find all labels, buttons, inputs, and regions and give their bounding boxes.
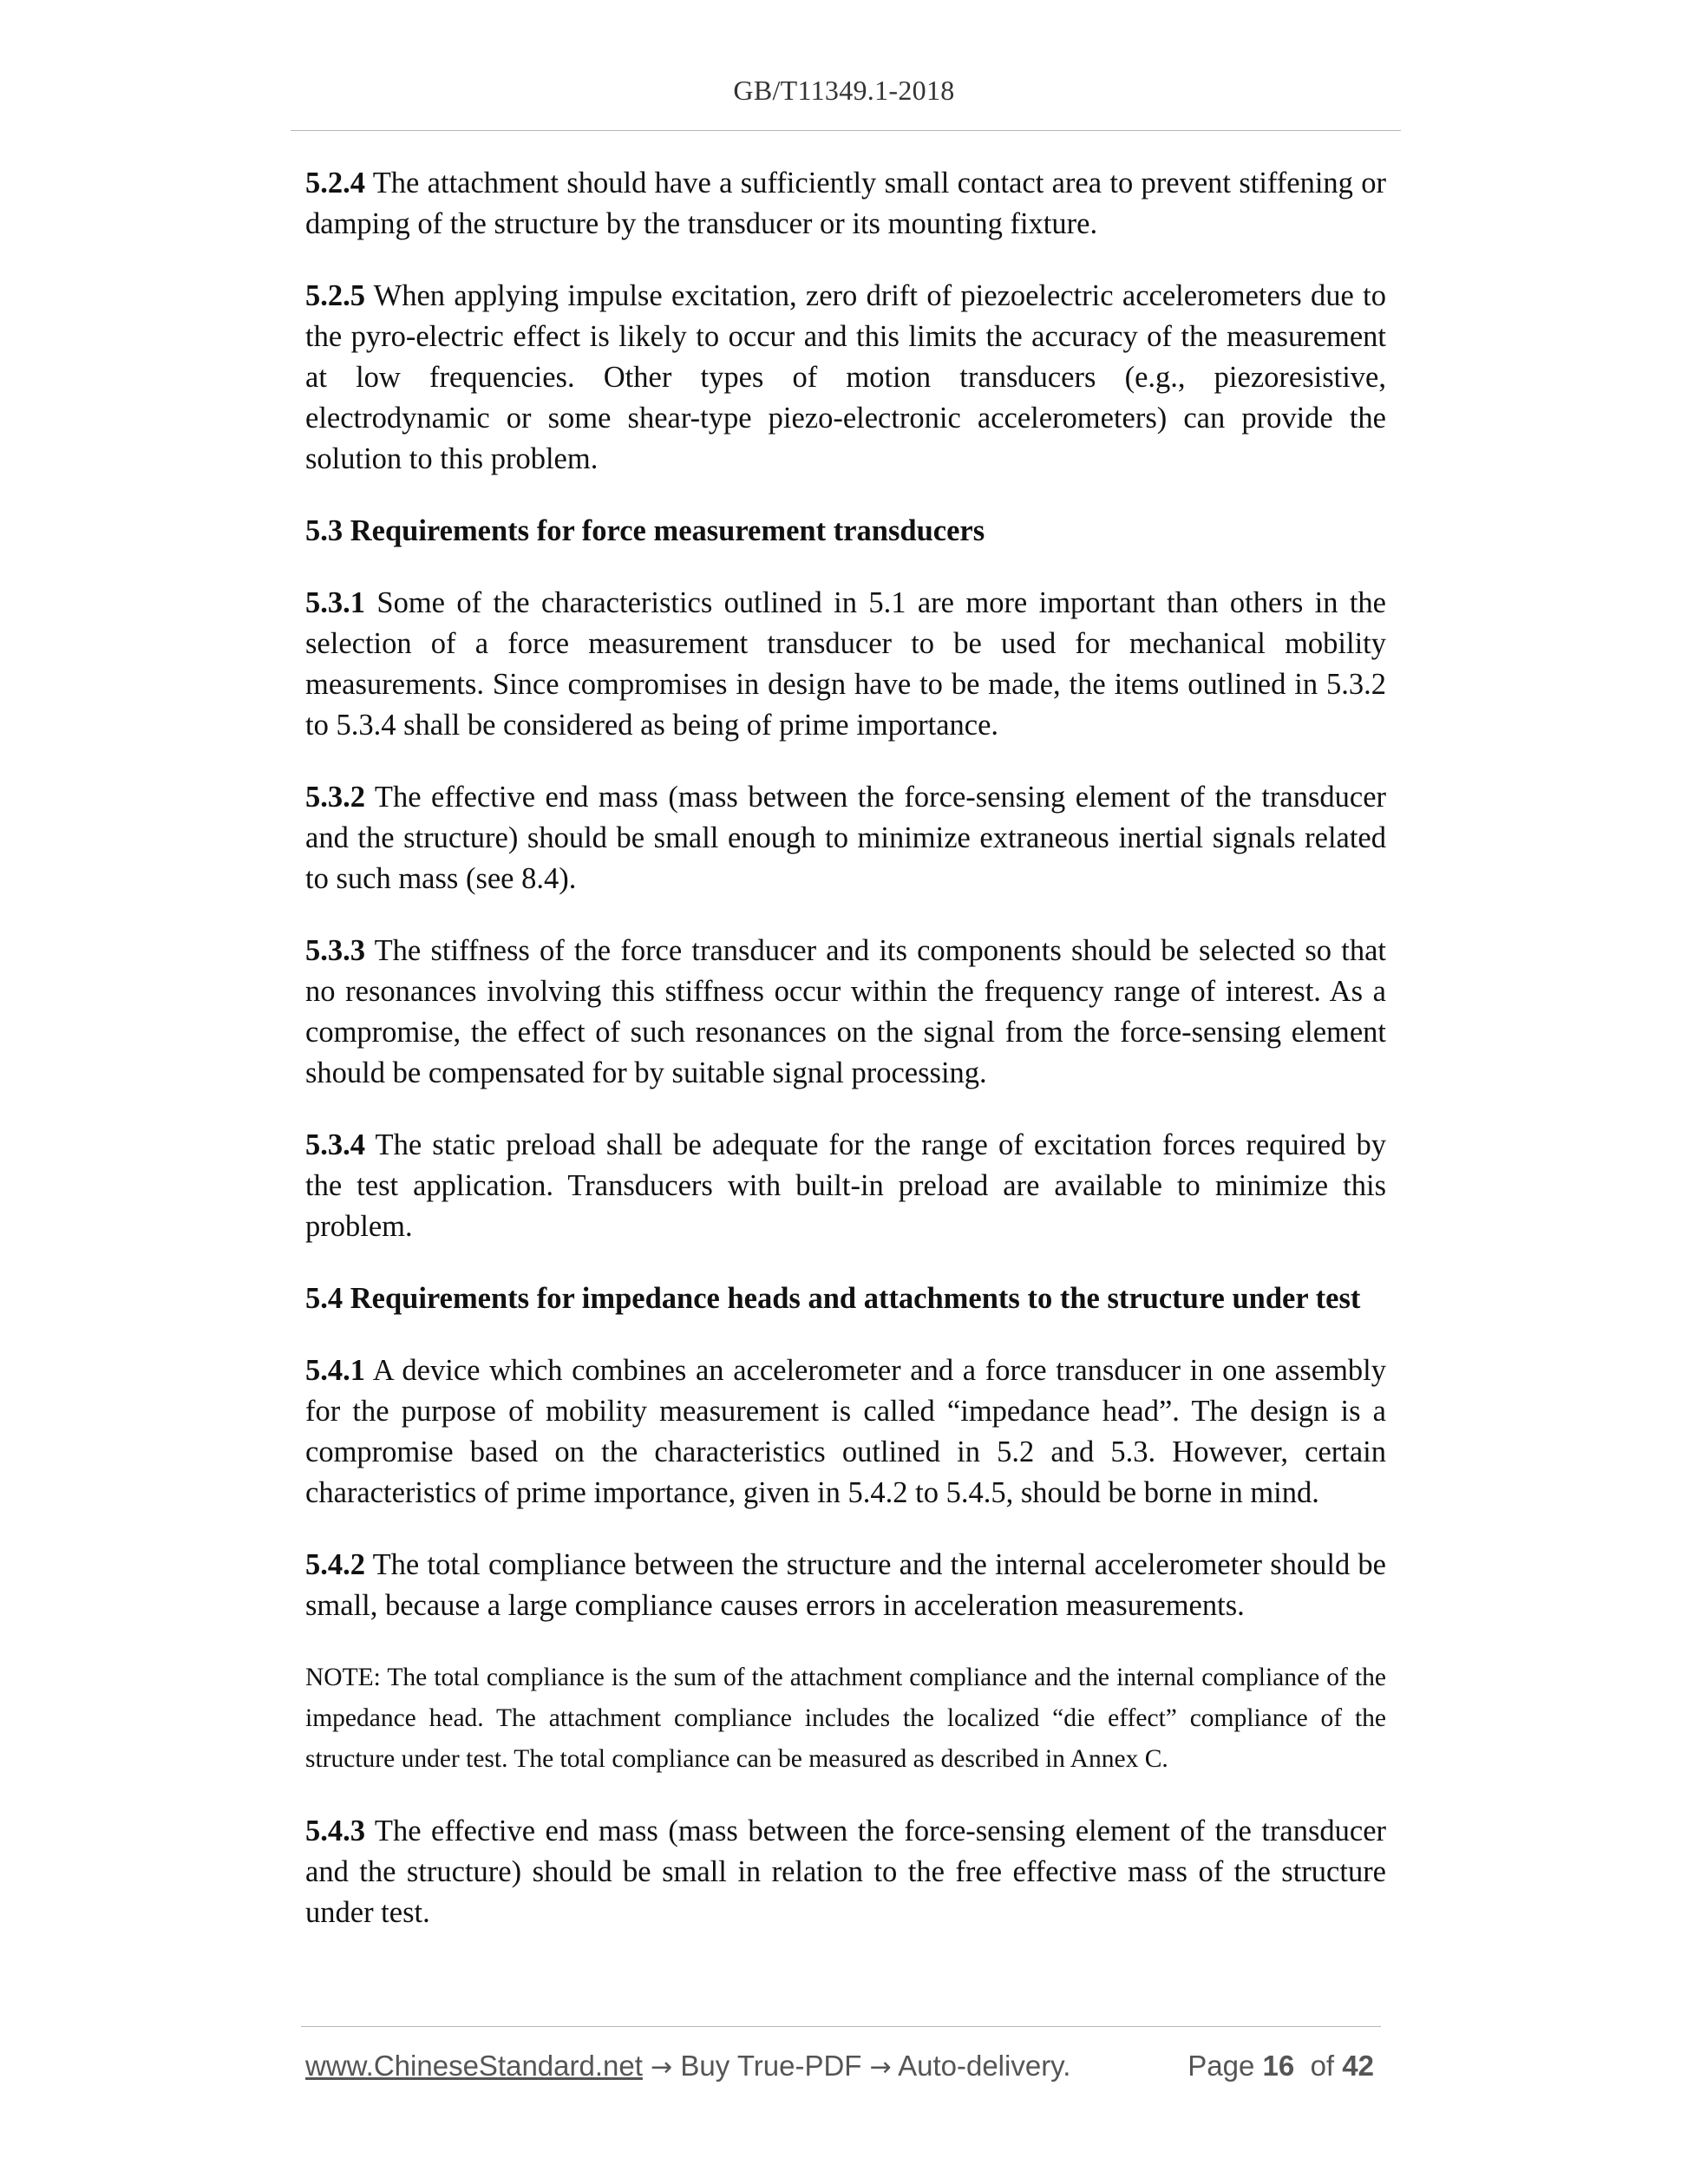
section-heading-5-4: 5.4 Requirements for impedance heads and attachments to the structure under test <box>305 1282 1361 1315</box>
clause-text: Some of the characteristics outlined in 5.1 are more important than others in the selection of a force measurement transducer to be used for mechanical mobility measurements. Since compromises in design have to be made, the items outlined in 5.3.2 to 5.3.4 shall be considered as being of prime importance. <box>305 586 1386 742</box>
clause-5-3-3 <box>305 931 1386 1094</box>
clause-text: The attachment should have a sufficiently small contact area to prevent stiffening or damping of the structure by the transducer or its mounting fixture. <box>305 167 1386 240</box>
current-page-number: 16 <box>1262 2050 1295 2082</box>
clause-5-2-4 <box>305 163 1386 245</box>
clause-5-4-1 <box>305 1350 1386 1514</box>
clause-text: The effective end mass (mass between the force-sensing element of the transducer and the structure) should be small in relation to the free effective mass of the structure under test. <box>305 1815 1386 1929</box>
clause-text: The total compliance between the structure and the internal accelerometer should be small, because a large compliance causes errors in acceleration measurements. <box>305 1548 1386 1622</box>
arrow-right-icon: → <box>869 2052 892 2083</box>
clause-5-4-2 <box>305 1545 1386 1626</box>
website-link[interactable]: www.ChineseStandard.net <box>305 2050 643 2082</box>
clause-text: The stiffness of the force transducer and its components should be selected so that no resonances involving this stiffness occur within the frequency range of interest. As a compromise, the effect of such resonances on the signal from the force-sensing element should be compensated for by suitable signal processing. <box>305 934 1386 1089</box>
clause-number: 5.4.1 <box>305 1354 365 1387</box>
clause-number: 5.3.2 <box>305 781 365 814</box>
clause-5-3-1 <box>305 583 1386 746</box>
clause-number: 5.4.3 <box>305 1815 365 1847</box>
clause-5-2-5 <box>305 276 1386 480</box>
clause-number: 5.3.4 <box>305 1128 365 1161</box>
buy-pdf-text: Buy True-PDF <box>672 2050 870 2082</box>
header-divider <box>291 130 1401 131</box>
of-label: of <box>1310 2050 1335 2082</box>
clause-text: When applying impulse excitation, zero drift of piezoelectric accelerometers due to the pyro-electric effect is likely to occur and this limits the accuracy of the measurement at low frequencies. Other types of motion transducers (e.g., piezoresistive, electrodynamic or some shear-type piezo-electronic accelerometers) can provide the solution to this problem. <box>305 279 1386 475</box>
page-label: Page <box>1187 2050 1255 2082</box>
clause-number: 5.3.3 <box>305 934 365 967</box>
clause-text: A device which combines an accelerometer and a force transducer in one assembly for the purpose of mobility measurement is called “impedance head”. The design is a compromise based on the characteristics outlined in 5.2 and 5.3. However, certain characteristics of prime importance, given in 5.4.2 to 5.4.5, should be borne in mind. <box>305 1354 1386 1509</box>
clause-5-3-2 <box>305 777 1386 899</box>
page-body <box>305 163 1386 1965</box>
page-footer <box>305 2049 1381 2085</box>
clause-number: 5.2.5 <box>305 279 365 312</box>
footer-divider <box>301 2026 1381 2027</box>
clause-5-4-3 <box>305 1811 1386 1933</box>
document-id-header: GB/T11349.1-2018 <box>733 75 955 106</box>
section-heading-5-3: 5.3 Requirements for force measurement transducers <box>305 514 985 547</box>
clause-number: 5.2.4 <box>305 167 365 199</box>
clause-text: The effective end mass (mass between the force-sensing element of the transducer and the structure) should be small enough to minimize extraneous inertial signals related to such mass (see 8.4). <box>305 781 1386 895</box>
arrow-right-icon: → <box>651 2052 673 2083</box>
clause-number: 5.4.2 <box>305 1548 365 1581</box>
clause-text: The static preload shall be adequate for the range of excitation forces required by the test application. Transducers with built-in preload are available to minimize this problem. <box>305 1128 1386 1243</box>
note: NOTE: The total compliance is the sum of the attachment compliance and the internal compliance of the impedance head. The attachment compliance includes the localized “die effect” compliance of the structure under test. The total compliance can be measured as described in Annex C. <box>305 1664 1386 1773</box>
auto-delivery-text: Auto-delivery. <box>891 2050 1071 2082</box>
clause-number: 5.3.1 <box>305 586 365 619</box>
clause-5-3-4 <box>305 1125 1386 1247</box>
total-page-count: 42 <box>1342 2050 1374 2082</box>
page-indicator <box>1187 2049 1374 2083</box>
